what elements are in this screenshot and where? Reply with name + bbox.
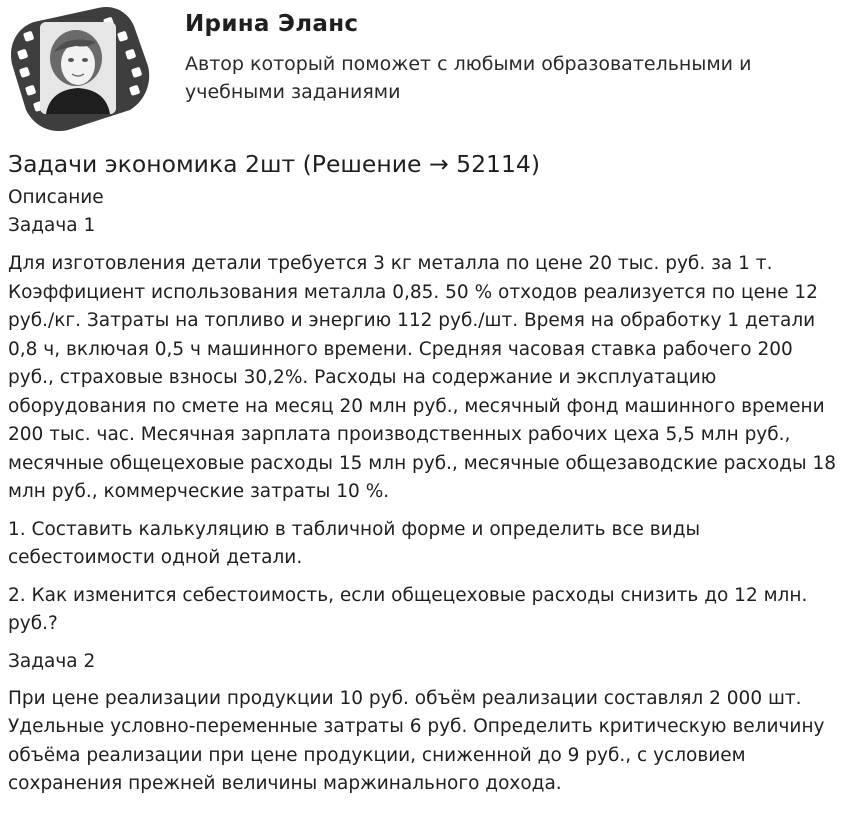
author-name: Ирина Эланс xyxy=(185,11,359,37)
author-avatar xyxy=(6,6,152,132)
task2-text: При цене реализации продукции 10 руб. объём реализации составлял 2 000 шт. Удельные условно-переменные затраты 6 руб. Определить критическую величину объёма реализации при цене продукции, сниженной до 9 руб., с условием сохранения прежней величины маржинального дохода. xyxy=(8,687,825,794)
document-body xyxy=(8,148,840,799)
task1-text: Для изготовления детали требуется 3 кг металла по цене 20 тыс. руб. за 1 т. Коэффициент использования металла 0,85. 50 % отходов реализуется по цене 12 руб./кг. Затраты на топливо и энергию 112 руб./шт. Время на обработку 1 детали 0,8 ч, включая 0,5 ч машинного времени. Средняя часовая ставка рабочего 200 руб., страховые взносы 30,2%. Расходы на содержание и эксплуатацию оборудования по смете на месяц 20 млн руб., месячный фонд машинного времени 200 тыс. час. Месячная зарплата производственных рабочих цеха 5,5 млн руб., месячные общецеховые расходы 15 млн руб., месячные общезаводские расходы 18 млн руб., коммерческие затраты 10 %. xyxy=(8,253,837,502)
task2-label: Задача 2 xyxy=(8,650,96,672)
task1-question-2: 2. Как изменится себестоимость, если общецеховые расходы снизить до 12 млн. руб.? xyxy=(8,584,808,634)
author-description: Автор который поможет с любыми образовательными и учебными заданиями xyxy=(185,53,752,103)
description-label: Описание xyxy=(8,187,104,208)
page-title: Задачи экономика 2шт (Решение → 52114) xyxy=(8,150,541,178)
task1-question-1: 1. Составить калькуляцию в табличной форме и определить все виды себестоимости одной детали. xyxy=(8,518,701,568)
task1-label: Задача 1 xyxy=(8,215,96,236)
author-header xyxy=(0,0,847,140)
